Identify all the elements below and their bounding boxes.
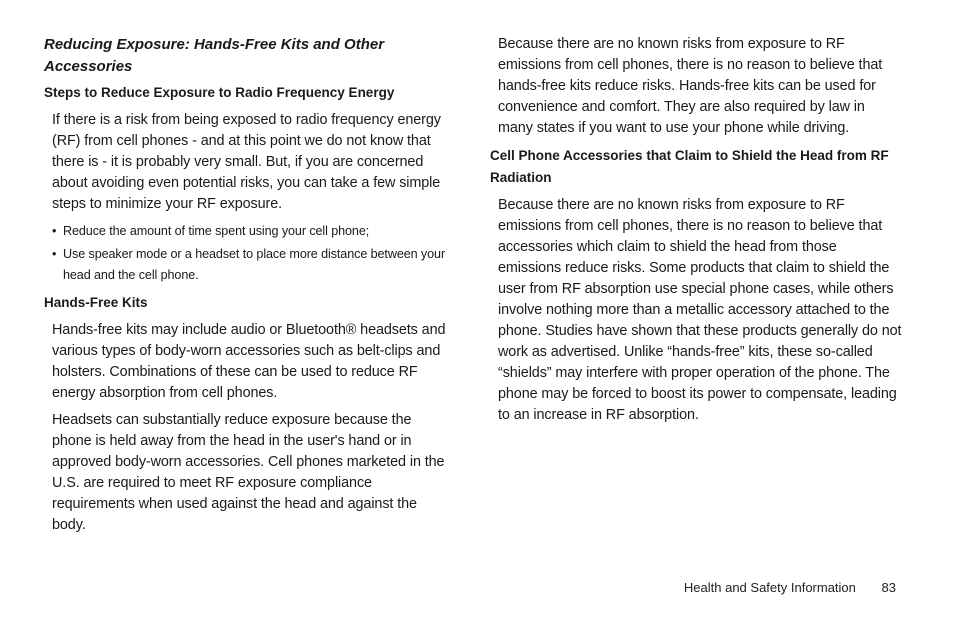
page-number: 83 xyxy=(881,580,896,595)
bullet-dot-icon: • xyxy=(52,247,57,261)
handsfree-paragraph-1: Hands-free kits may include audio or Bluetooth® headsets and various types of body-worn accessories such as belt-clips and holsters. Combinations of these can be used to reduce RF energy absorption from cell phones. xyxy=(52,322,446,401)
steps-bullet-list xyxy=(44,221,454,286)
bullet-text: Reduce the amount of time spent using your cell phone; xyxy=(63,224,370,238)
footer-section-name: Health and Safety Information xyxy=(683,580,856,595)
bullet-dot-icon: • xyxy=(52,224,57,238)
page-footer xyxy=(684,578,896,598)
right-column xyxy=(490,34,902,432)
left-column xyxy=(44,34,454,542)
shield-heading: Cell Phone Accessories that Claim to Shield the Head from RF Radiation xyxy=(490,148,889,185)
steps-heading: Steps to Reduce Exposure to Radio Frequency Energy xyxy=(44,85,395,100)
bullet-item xyxy=(52,221,454,242)
shield-paragraph: Because there are no known risks from exposure to RF emissions from cell phones, there is no reason to believe that accessories which claim to shield the head from those emissions reduce risks. Some products that claim to shield the user from RF absorption use special phone cases, while others involve nothing more than a metallic accessory attached to the phone. Studies have shown that these products generally do not work as advertised. Unlike “hands-free” kits, these so-called “shields” may interfere with proper operation of the phone. The phone may be forced to boost its power to compensate, leading to an increase in RF absorption. xyxy=(498,197,902,423)
section-title: Reducing Exposure: Hands-Free Kits and Other Accessories xyxy=(44,36,385,75)
steps-paragraph: If there is a risk from being exposed to radio frequency energy (RF) from cell phones - and at this point we do not know that there is - it is probably very small. But, if you are concerned about avoiding even potential risks, you can take a few simple steps to minimize your RF exposure. xyxy=(52,112,441,212)
handsfree-paragraph-2: Headsets can substantially reduce exposure because the phone is held away from the head in the user's hand or in approved body-worn accessories. Cell phones marketed in the U.S. are required to meet RF exposure compliance requirements when used against the head and against the body. xyxy=(52,412,445,533)
bullet-item xyxy=(52,244,454,286)
handsfree-heading: Hands-Free Kits xyxy=(44,295,148,310)
bullet-text: Use speaker mode or a headset to place more distance between your head and the cell phone. xyxy=(63,247,446,282)
handsfree-risk-paragraph: Because there are no known risks from exposure to RF emissions from cell phones, there is no reason to believe that hands-free kits reduce risks. Hands-free kits can be used for convenience and comfort. They are also required by law in many states if you want to use your phone while driving. xyxy=(498,36,883,136)
